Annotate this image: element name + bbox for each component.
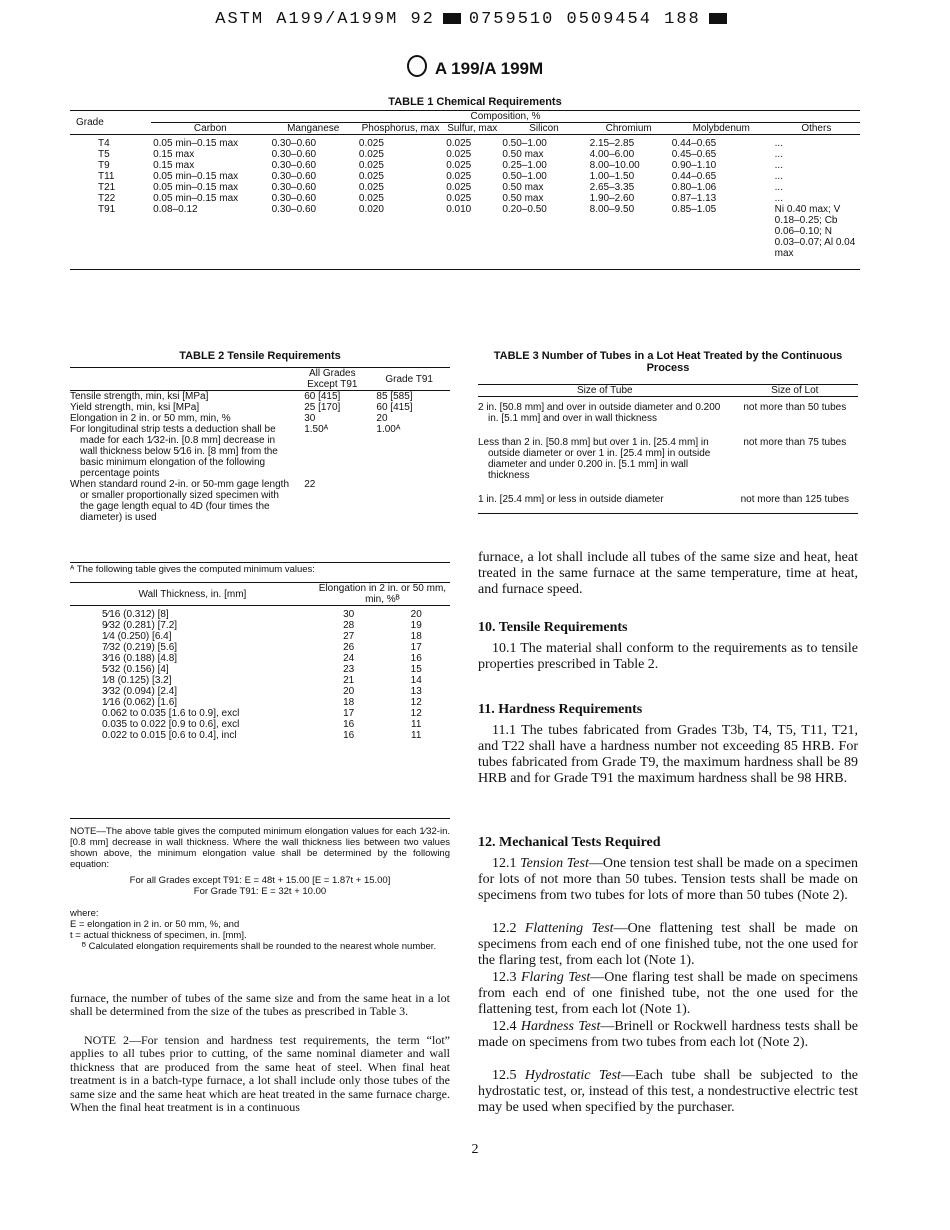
table-cell: 0.025 [358, 149, 384, 160]
table-cell: T22 [98, 193, 116, 204]
black-block [709, 13, 727, 24]
table-cell: 1⁄16 (0.062) [1.6] [102, 697, 178, 708]
table-cell: 0.30–0.60 [271, 171, 317, 182]
table-cell: 0.05 min–0.15 max [153, 138, 239, 149]
table-cell: 22 [304, 479, 316, 490]
table-row [478, 432, 858, 489]
table-cell: 0.20–0.50 [502, 204, 547, 215]
table-cell: 2.15–2.85 [589, 138, 635, 149]
table2-note: NOTE—The above table gives the computed minimum elongation values for each 1⁄32-in. [0.8 mm] decrease in wall thickness. Where the wall thickness lies between two values shown above, the minimum elongation value shall be determined by the following equation: [70, 818, 450, 870]
s12-3-text: —One flaring test shall be made on specimens from each end of one finished tube, not the one used for the flattening test, from each lot (Note 1). [478, 970, 858, 1017]
table-cell: 1.90–2.60 [589, 193, 635, 204]
th-others: Others [801, 123, 832, 134]
table-cell: 20 [376, 413, 388, 424]
table-cell: 1.00ᴬ [376, 424, 401, 435]
table-cell: 5⁄16 (0.312) [8] [102, 609, 169, 620]
table-cell: ... [774, 171, 783, 182]
table-cell: 13 [410, 686, 422, 697]
table-cell: 0.30–0.60 [271, 193, 317, 204]
elongation-table [70, 582, 450, 741]
page-number: 2 [471, 1142, 479, 1157]
table-cell: 9⁄32 (0.281) [7.2] [102, 620, 178, 631]
section-12-2 [478, 921, 858, 969]
table-cell: ... [774, 149, 783, 160]
th-size-of-tube: Size of Tube [577, 385, 633, 396]
table-cell: 0.025 [446, 182, 472, 193]
table-cell: 0.05 min–0.15 max [153, 193, 239, 204]
s12-5-num: 12.5 [492, 1068, 517, 1083]
table-cell: 0.05 min–0.15 max [153, 171, 239, 182]
table-cell: 0.025 [446, 138, 472, 149]
table-row [70, 653, 450, 664]
table-cell: 16 [343, 719, 355, 730]
section-11-title: 11. Hardness Requirements [478, 702, 643, 717]
table-cell: 0.50–1.00 [502, 138, 547, 149]
table-row [70, 664, 450, 675]
s12-1-text: —One tension test shall be made on a specimen for lots of not more than 50 tubes. Tension tests shall be made on specimens from two tubes for lots of more than 50 tubes (Note 2). [478, 856, 859, 903]
table-cell: 0.08–0.12 [153, 204, 198, 215]
table-cell: 1 in. [25.4 mm] or less in outside diameter [478, 494, 664, 505]
table-cell: 0.80–1.06 [671, 182, 717, 193]
s12-3-num: 12.3 [492, 970, 517, 985]
table-row [70, 204, 860, 270]
table-cell: 1.00–1.50 [589, 171, 635, 182]
table-row [70, 642, 450, 653]
where-label: where: [70, 908, 99, 919]
table-cell: 0.025 [446, 171, 472, 182]
table-cell: 12 [410, 697, 422, 708]
table-cell: 23 [343, 664, 355, 675]
table-cell: 16 [343, 730, 355, 741]
table-row [478, 489, 858, 514]
table-row [70, 697, 450, 708]
s12-2-num: 12.2 [492, 921, 517, 936]
table-cell: 17 [343, 708, 355, 719]
table-cell: 0.05 min–0.15 max [153, 182, 239, 193]
s12-1-term: Tension Test [520, 856, 589, 871]
table-cell: 0.87–1.13 [671, 193, 717, 204]
th-wall-thickness: Wall Thickness, in. [mm] [138, 588, 247, 600]
equation-all-grades: For all Grades except T91: E = 48t + 15.00 [E = 1.87t + 15.00] [129, 875, 391, 886]
th-elongation: Elongation in 2 in. or 50 mm, min, %ᴮ [318, 583, 447, 605]
s12-4-term: Hardness Test [520, 1019, 601, 1034]
code-left: ASTM A199/A199M 92 [215, 10, 435, 29]
left-paragraph-lot: furnace, the number of tubes of the same size and from the same heat in a lot shall be determined from the size of the tubes as prescribed in Table 3. [70, 991, 450, 1019]
table-cell: T11 [98, 171, 115, 182]
table-cell: 60 [415] [376, 402, 413, 413]
th-sulfur: Sulfur, max [447, 123, 498, 134]
table-cell: 20 [343, 686, 355, 697]
table-row [70, 149, 860, 160]
table-cell: 0.025 [358, 182, 384, 193]
black-block [443, 13, 461, 24]
table-row [70, 160, 860, 171]
s12-2-text: —One flattening test shall be made on specimens from each end of one finished tube, not the one used for the flaring test, from each lot (Note 1). [478, 921, 858, 968]
table-cell: T91 [98, 204, 116, 215]
table-cell: 0.025 [446, 160, 472, 171]
table-cell: When standard round 2-in. or 50-mm gage length or smaller proportionally sized specimen with the gage length equal to 4D (four times the diameter) is used [70, 479, 290, 523]
table-cell: 0.30–0.60 [271, 160, 317, 171]
table-cell: Tensile strength, min, ksi [MPa] [70, 391, 209, 402]
table-cell: 21 [343, 675, 355, 686]
table-cell: 0.50 max [502, 193, 544, 204]
definition-e: E = elongation in 2 in. or 50 mm, %, and [70, 919, 240, 930]
table3-caption: TABLE 3 Number of Tubes in a Lot Heat Treated by the Continuous Process [493, 350, 843, 374]
table-cell: 0.025 [358, 138, 384, 149]
table-row [70, 620, 450, 631]
table-cell: 0.44–0.65 [671, 171, 717, 182]
table-cell: ... [774, 160, 783, 171]
table-cell: 17 [410, 642, 422, 653]
table-cell: Ni 0.40 max; V 0.18–0.25; Cb 0.06–0.10; N 0.03–0.07; Al 0.04 max [774, 204, 856, 259]
th-carbon: Carbon [193, 123, 227, 134]
section-10-1: 10.1 The material shall conform to the requirements as to tensile properties prescribed in Table 2. [478, 641, 858, 672]
lot-size-table [478, 384, 858, 514]
table-cell: T4 [98, 138, 110, 149]
table-cell: 2 in. [50.8 mm] and over in outside diameter and 0.200 in. [5.1 mm] and over in wall thickness [478, 402, 721, 424]
table-cell: T5 [98, 149, 110, 160]
table-row [478, 397, 858, 433]
table-cell: 0.50 max [502, 149, 544, 160]
table-cell: 15 [410, 664, 422, 675]
table-row [70, 193, 860, 204]
table-cell: 0.010 [446, 204, 472, 215]
s12-4-num: 12.4 [492, 1019, 517, 1034]
table-row [70, 402, 450, 413]
table-cell: 12 [410, 708, 422, 719]
right-paragraph-furnace: furnace, a lot shall include all tubes of the same size and heat, heat treated in the same furnace at the same temperature, time at heat, and furnace speed. [478, 550, 858, 597]
s12-4-text: —Brinell or Rockwell hardness tests shall be made on specimens from two tubes from each lot (Note 2). [478, 1019, 859, 1050]
table-row [70, 171, 860, 182]
table1-caption: TABLE 1 Chemical Requirements [388, 96, 562, 108]
table-cell: 0.025 [358, 160, 384, 171]
table-cell: 1⁄8 (0.125) [3.2] [102, 675, 172, 686]
tensile-requirements-table [70, 367, 450, 523]
table-cell: 0.44–0.65 [671, 138, 717, 149]
th-size-of-lot: Size of Lot [771, 385, 819, 396]
table-row [70, 719, 450, 730]
table-cell: 0.062 to 0.035 [1.6 to 0.9], excl [102, 708, 240, 719]
table2-footnote-b: ᴮ Calculated elongation requirements shall be rounded to the nearest whole number. [82, 941, 437, 952]
table-cell: 18 [343, 697, 355, 708]
designation-text: A 199/A 199M [434, 59, 544, 78]
table-row [70, 413, 450, 424]
definition-t: t = actual thickness of specimen, in. [mm]. [70, 930, 247, 941]
table-row [70, 686, 450, 697]
section-12-3 [478, 970, 858, 1018]
section-12-4 [478, 1019, 858, 1051]
chemical-requirements-table [70, 110, 860, 270]
table-row [70, 730, 450, 741]
s12-3-term: Flaring Test [520, 970, 591, 985]
table-cell: 0.30–0.60 [271, 138, 317, 149]
table-cell: 60 [415] [304, 391, 341, 402]
table-cell: 2.65–3.35 [589, 182, 635, 193]
table-cell: 20 [410, 609, 422, 620]
table-cell: 0.020 [358, 204, 384, 215]
table-cell [368, 479, 450, 523]
table-cell: 26 [343, 642, 355, 653]
table-cell: Yield strength, min, ksi [MPa] [70, 402, 200, 413]
table-cell: 25 [170] [304, 402, 341, 413]
table-row [70, 675, 450, 686]
s12-2-term: Flattening Test [524, 921, 614, 936]
table-cell: 0.022 to 0.015 [0.6 to 0.4], incl [102, 730, 237, 741]
table-row [70, 606, 450, 621]
table-cell: 0.90–1.10 [671, 160, 717, 171]
th-manganese: Manganese [287, 123, 340, 134]
section-12-5 [478, 1068, 858, 1116]
table-row [70, 424, 450, 479]
table2-footnote-a: ᴬ The following table gives the computed minimum values: [70, 562, 450, 575]
table-cell: 8.00–10.00 [589, 160, 640, 171]
table-cell: ... [774, 138, 783, 149]
code-right: 0759510 0509454 188 [468, 10, 701, 29]
table-row [70, 708, 450, 719]
table-cell: 0.15 max [153, 149, 195, 160]
table-cell: 11 [411, 730, 422, 741]
th-molybdenum: Molybdenum [692, 123, 750, 134]
th-chromium: Chromium [605, 123, 652, 134]
s12-1-num: 12.1 [492, 856, 517, 871]
section-12-title: 12. Mechanical Tests Required [478, 835, 661, 850]
table-cell: 3⁄16 (0.188) [4.8] [102, 653, 178, 664]
table-cell: 14 [410, 675, 422, 686]
table-cell: 0.45–0.65 [671, 149, 717, 160]
section-10-title: 10. Tensile Requirements [478, 620, 628, 635]
table-cell: not more than 125 tubes [740, 494, 850, 505]
table-cell: 0.85–1.05 [671, 204, 717, 215]
table-cell: 1⁄4 (0.250) [6.4] [102, 631, 172, 642]
section-12-1 [478, 856, 858, 904]
table-cell: 30 [343, 609, 355, 620]
table-cell: 0.30–0.60 [271, 149, 317, 160]
section-11-1: 11.1 The tubes fabricated from Grades T3b, T4, T5, T11, T21, and T22 shall have a hardness number not exceeding 85 HRB. For tubes fabricated from Grade T9, the maximum hardness shall be 89 HRB and for Grade T91 the maximum hardness shall be 98 HRB. [478, 723, 858, 786]
th-phosphorus: Phosphorus, max [361, 123, 440, 134]
th-grade: Grade [76, 117, 104, 128]
table-cell: 85 [585] [376, 391, 413, 402]
table-cell: 0.035 to 0.022 [0.9 to 0.6], excl [102, 719, 240, 730]
table-cell: 28 [343, 620, 355, 631]
table-cell: T21 [98, 182, 116, 193]
table-cell: 27 [343, 631, 355, 642]
table-cell: For longitudinal strip tests a deduction shall be made for each 1⁄32-in. [0.8 mm] decrease in wall thickness below 5⁄16 in. [8 mm] from the basic minimum elongation of the following percentage points [70, 424, 278, 479]
table-cell: 18 [410, 631, 422, 642]
s12-5-term: Hydrostatic Test [524, 1068, 621, 1083]
table-cell: not more than 50 tubes [743, 402, 847, 413]
equation-t91: For Grade T91: E = 32t + 10.00 [193, 886, 327, 897]
table-cell: 7⁄32 (0.219) [5.6] [102, 642, 178, 653]
table2-caption: TABLE 2 Tensile Requirements [179, 350, 341, 362]
table-row [70, 182, 860, 193]
table-cell: ... [774, 182, 783, 193]
astm-logo-icon [407, 55, 427, 77]
table-cell: 5⁄32 (0.156) [4] [102, 664, 169, 675]
table-cell: not more than 75 tubes [743, 437, 847, 448]
th-all-grades: All Grades Except T91 [307, 368, 358, 390]
table-cell: 0.30–0.60 [271, 204, 317, 215]
th-composition: Composition, % [151, 111, 860, 123]
table-cell: 1.50ᴬ [304, 424, 329, 435]
table-row [70, 631, 450, 642]
table-cell: Elongation in 2 in. or 50 mm, min, % [70, 413, 231, 424]
table-cell: 16 [410, 653, 422, 664]
th-silicon: Silicon [529, 123, 559, 134]
table-cell: 0.025 [446, 149, 472, 160]
table-cell: 8.00–9.50 [589, 204, 635, 215]
table-cell: 0.025 [358, 171, 384, 182]
note-2: NOTE 2—For tension and hardness test requirements, the term “lot” applies to all tubes prior to cutting, of the same nominal diameter and wall thickness that are produced from the same heat of steel. When final heat treatment is in a batch-type furnace, a lot shall include only those tubes of the same size and the same heat which are heat treated in the same furnace charge. When the final heat treatment is in a continuous [70, 1033, 450, 1115]
table-row [70, 391, 450, 403]
table-cell: 0.025 [358, 193, 384, 204]
table-row [70, 135, 860, 150]
table-cell: 0.50–1.00 [502, 171, 547, 182]
table-cell: 0.25–1.00 [502, 160, 547, 171]
table-cell: ... [774, 193, 783, 204]
table-cell: T9 [98, 160, 110, 171]
document-code-header [0, 10, 950, 29]
table-cell: 11 [411, 719, 422, 730]
table-cell: 3⁄32 (0.094) [2.4] [102, 686, 178, 697]
table-cell: Less than 2 in. [50.8 mm] but over 1 in. [25.4 mm] in outside diameter or over 1 in. [25.4 mm] in outside diameter and under 0.200 in. [5.1 mm] in wall thickness [478, 437, 711, 481]
table-cell: 0.025 [446, 193, 472, 204]
table-cell: 19 [410, 620, 422, 631]
table-cell: 30 [304, 413, 316, 424]
table-cell: 4.00–6.00 [589, 149, 635, 160]
table-cell: 24 [343, 653, 355, 664]
th-grade-t91: Grade T91 [385, 373, 433, 385]
table-cell: 0.30–0.60 [271, 182, 317, 193]
s12-5-text: —Each tube shall be subjected to the hydrostatic test, or, instead of this test, a nondestructive electric test may be used when specified by the purchaser. [478, 1068, 858, 1115]
table-row [70, 479, 450, 523]
standard-designation [0, 55, 950, 79]
table-cell: 0.15 max [153, 160, 195, 171]
table-cell: 0.50 max [502, 182, 544, 193]
